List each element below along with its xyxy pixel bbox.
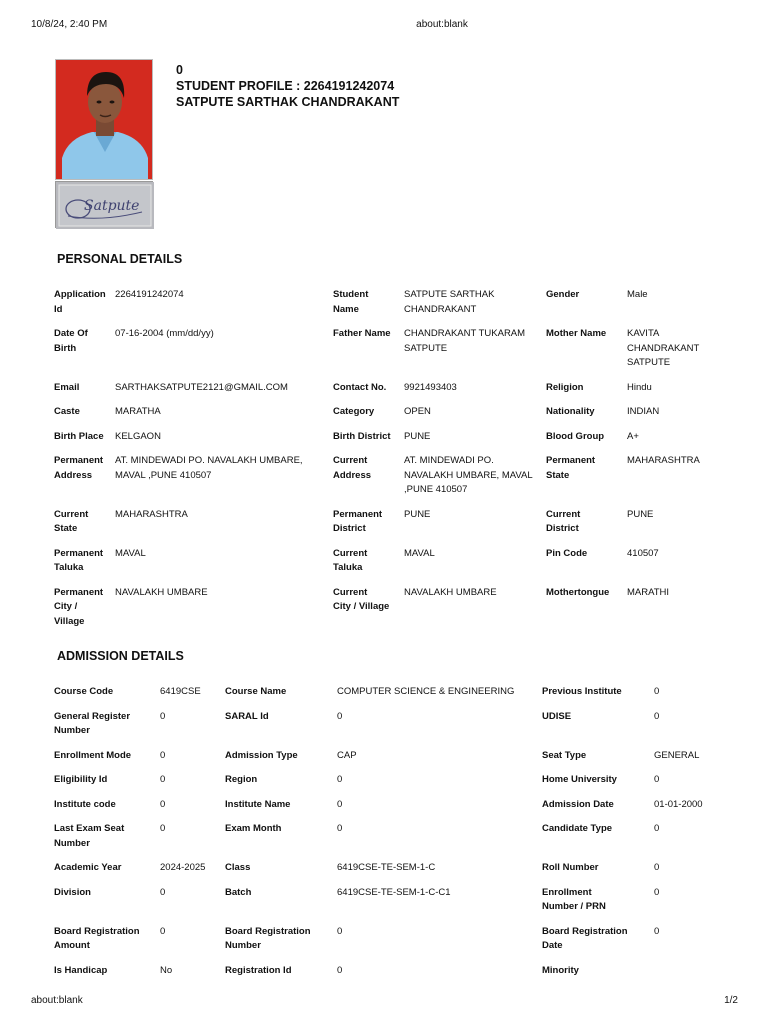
field-label	[333, 547, 404, 576]
admission-details-grid	[48, 685, 728, 978]
field-label	[225, 710, 337, 739]
field-label-line: District	[333, 523, 366, 534]
profile-student-name: SATPUTE SARTHAK CHANDRAKANT	[176, 95, 400, 109]
field-label	[225, 964, 337, 979]
field-label	[48, 886, 160, 915]
field-value	[654, 964, 728, 979]
field-label-line: Date Of	[54, 328, 88, 339]
field-label	[333, 327, 404, 371]
admission-details-title: ADMISSION DETAILS	[57, 649, 184, 663]
field-label	[48, 508, 115, 537]
field-label-line: Academic Year	[54, 862, 122, 873]
field-value: 6419CSE-TE-SEM-1-C	[337, 862, 436, 873]
field-value: Hindu	[627, 381, 652, 393]
profile-number: 0	[176, 63, 183, 77]
field-value: 0	[337, 710, 343, 722]
field-label-line: Student	[333, 289, 369, 300]
field-value: MAVAL	[404, 547, 435, 559]
field-label-line: Current	[54, 508, 89, 520]
field-label-line: Number	[54, 725, 90, 736]
field-label-line: Address	[54, 469, 93, 481]
field-label	[225, 685, 337, 700]
field-label-line: Enrollment Mode	[54, 749, 132, 761]
field-label	[48, 964, 160, 979]
admission-row	[48, 964, 728, 979]
field-label	[546, 327, 627, 371]
field-value: PUNE	[404, 508, 431, 520]
field-label-line: Seat Type	[542, 749, 587, 761]
field-label	[542, 886, 654, 915]
personal-row	[48, 508, 728, 537]
admission-row	[48, 886, 728, 915]
field-label-line: Application	[54, 289, 106, 300]
field-value: 0	[337, 798, 343, 810]
field-label	[333, 381, 404, 396]
field-label-line: Number / PRN	[542, 901, 606, 912]
admission-row	[48, 773, 728, 788]
field-value: 0	[654, 925, 660, 937]
field-label	[333, 288, 404, 317]
field-label	[48, 822, 160, 851]
field-value: 0	[160, 925, 166, 937]
field-label-line: Last Exam Seat	[54, 823, 125, 834]
field-label	[542, 685, 654, 700]
field-label-line: Current	[546, 508, 581, 520]
field-label-line: Number	[54, 837, 90, 849]
field-value: Male	[627, 289, 648, 300]
field-label-line: Taluka	[333, 562, 363, 573]
field-value: 0	[160, 774, 166, 785]
profile-id-line: STUDENT PROFILE : 2264191242074	[176, 79, 395, 93]
field-label-line: Division	[54, 886, 91, 898]
field-label-line: Minority	[542, 964, 579, 976]
field-value: GENERAL	[654, 749, 700, 761]
admission-row	[48, 861, 728, 876]
field-label-line: Class	[225, 862, 251, 873]
field-value: 0	[654, 886, 660, 898]
field-label-line: Enrollment	[542, 886, 592, 898]
print-datetime: 10/8/24, 2:40 PM	[31, 19, 108, 30]
field-label	[225, 798, 337, 813]
field-label	[542, 749, 654, 764]
field-value: AT. MINDEWADI PO. NAVALAKH UMBARE, MAVAL ,PUNE 410507	[404, 455, 533, 495]
admission-row	[48, 925, 728, 954]
field-value: 0	[654, 710, 660, 722]
admission-row	[48, 749, 728, 764]
field-value: 0	[337, 964, 343, 976]
field-value: 6419CSE-TE-SEM-1-C-C1	[337, 886, 451, 898]
field-label-line: General Register	[54, 710, 131, 722]
student-signature	[55, 181, 153, 228]
field-value: 0	[160, 710, 166, 722]
field-label	[333, 454, 404, 498]
field-label-line: Nationality	[546, 406, 595, 417]
field-label-line: Eligibility Id	[54, 774, 108, 785]
field-label-line: Taluka	[54, 562, 84, 573]
field-value: CHANDRAKANT TUKARAM SATPUTE	[404, 328, 526, 354]
field-label-line: Permanent	[333, 508, 383, 520]
field-value: MARATHA	[115, 406, 161, 417]
field-label-line: Board Registration	[542, 925, 628, 937]
field-label	[48, 547, 115, 576]
personal-row	[48, 381, 728, 396]
field-label-line: Institute Name	[225, 798, 291, 810]
field-label	[48, 773, 160, 788]
field-label	[48, 710, 160, 739]
field-label	[48, 288, 115, 317]
field-value: 2264191242074	[115, 289, 184, 300]
field-label-line: Exam Month	[225, 823, 282, 834]
field-label-line: Number	[225, 940, 261, 951]
field-label	[542, 798, 654, 813]
field-label-line: District	[546, 523, 579, 534]
field-value: No	[160, 964, 173, 976]
field-label	[333, 586, 404, 630]
field-label	[48, 798, 160, 813]
field-label-line: Permanent	[546, 455, 596, 466]
field-value: 2024-2025	[160, 862, 206, 873]
field-label-line: Current	[333, 455, 368, 466]
personal-details-grid	[48, 288, 728, 629]
field-label-line: State	[546, 469, 570, 481]
field-label-line: Registration Id	[225, 964, 292, 976]
field-value: A+	[627, 430, 639, 442]
field-label	[48, 925, 160, 954]
admission-row	[48, 685, 728, 700]
field-label-line: City /	[54, 601, 78, 612]
print-footer-url: about:blank	[31, 995, 83, 1006]
field-value: PUNE	[627, 508, 654, 520]
field-label-line: Candidate Type	[542, 823, 613, 834]
field-label	[546, 288, 627, 317]
field-value: 0	[654, 823, 660, 834]
svg-text:Satpute: Satpute	[84, 198, 140, 214]
field-label-line: Birth Place	[54, 430, 104, 442]
field-value: KAVITA CHANDRAKANT SATPUTE	[627, 328, 700, 368]
field-label	[48, 861, 160, 876]
field-label	[48, 586, 115, 630]
field-label-line: Caste	[54, 406, 80, 417]
field-value: 07-16-2004 (mm/dd/yy)	[115, 328, 214, 339]
field-label	[48, 749, 160, 764]
field-value: 410507	[627, 547, 659, 559]
field-value: OPEN	[404, 406, 431, 417]
field-label-line: Permanent	[54, 547, 104, 559]
field-value: 01-01-2000	[654, 798, 703, 810]
field-label	[542, 822, 654, 851]
field-label-line: Permanent	[54, 455, 104, 466]
field-label	[333, 430, 404, 445]
field-label-line: Course Name	[225, 686, 287, 697]
field-label	[546, 430, 627, 445]
field-value: INDIAN	[627, 406, 660, 417]
field-label	[542, 925, 654, 954]
field-label-line: Region	[225, 774, 258, 785]
field-value: MAVAL	[115, 547, 146, 559]
field-label-line: Home University	[542, 774, 617, 785]
field-label-line: Admission Type	[225, 749, 298, 761]
field-label-line: Admission Date	[542, 798, 614, 810]
student-photo	[55, 59, 153, 180]
field-value: AT. MINDEWADI PO. NAVALAKH UMBARE, MAVAL ,PUNE 410507	[115, 455, 303, 481]
profile-heading	[176, 62, 399, 110]
field-value: NAVALAKH UMBARE	[115, 586, 208, 598]
field-label	[48, 454, 115, 498]
field-label	[225, 749, 337, 764]
field-value: 0	[337, 774, 343, 785]
field-label-line: Religion	[546, 381, 584, 393]
personal-row	[48, 405, 728, 420]
admission-row	[48, 798, 728, 813]
field-value: MAHARASHTRA	[627, 455, 700, 466]
field-label	[225, 886, 337, 915]
field-value: 0	[654, 686, 660, 697]
field-value: MARATHI	[627, 586, 670, 598]
field-label	[48, 430, 115, 445]
field-value: PUNE	[404, 430, 431, 442]
field-value: 0	[160, 798, 166, 810]
field-label-line: Is Handicap	[54, 964, 108, 976]
field-label-line: Amount	[54, 940, 90, 951]
admission-row	[48, 822, 728, 851]
field-value: NAVALAKH UMBARE	[404, 586, 497, 598]
field-label-line: City / Village	[333, 601, 390, 612]
field-label-line: Current	[333, 547, 368, 559]
field-label-line: Name	[333, 303, 359, 315]
field-label-line: Blood Group	[546, 430, 605, 442]
field-label-line: Father Name	[333, 328, 391, 339]
personal-row	[48, 430, 728, 445]
field-label	[546, 381, 627, 396]
field-label-line: Board Registration	[225, 925, 311, 937]
field-label	[225, 925, 337, 954]
field-label	[48, 327, 115, 371]
field-label	[48, 381, 115, 396]
field-value: 0	[337, 925, 343, 937]
field-value: 0	[654, 862, 660, 873]
field-label	[48, 405, 115, 420]
personal-row	[48, 586, 728, 630]
field-label-line: Board Registration	[54, 925, 140, 937]
field-label-line: Roll Number	[542, 862, 599, 873]
field-value: KELGAON	[115, 430, 161, 442]
field-label-line: Current	[333, 586, 368, 598]
field-label	[542, 773, 654, 788]
personal-row	[48, 547, 728, 576]
field-value: 6419CSE	[160, 686, 201, 697]
field-value: COMPUTER SCIENCE & ENGINEERING	[337, 686, 515, 697]
field-label-line: Previous Institute	[542, 686, 622, 697]
field-label	[546, 547, 627, 576]
field-label-line: Contact No.	[333, 381, 387, 393]
field-label-line: UDISE	[542, 710, 572, 722]
field-value: 0	[337, 823, 343, 834]
field-label	[542, 964, 654, 979]
print-page-number: 1/2	[724, 995, 738, 1006]
field-value: 0	[654, 774, 660, 785]
field-label-line: Permanent	[54, 586, 104, 598]
field-value: CAP	[337, 749, 357, 761]
personal-row	[48, 327, 728, 371]
field-label	[333, 508, 404, 537]
field-label-line: Village	[54, 615, 85, 627]
field-label-line: Date	[542, 940, 563, 951]
field-label	[542, 861, 654, 876]
field-label-line: Mother Name	[546, 328, 607, 339]
print-header	[0, 19, 768, 33]
field-label	[542, 710, 654, 739]
field-label	[48, 685, 160, 700]
field-value: 0	[160, 886, 166, 898]
field-label-line: Address	[333, 469, 372, 481]
field-label	[225, 822, 337, 851]
field-label	[225, 861, 337, 876]
admission-row	[48, 710, 728, 739]
field-label	[333, 405, 404, 420]
field-label-line: Course Code	[54, 686, 114, 697]
field-label-line: Birth District	[333, 430, 391, 442]
field-label	[225, 773, 337, 788]
personal-row	[48, 288, 728, 317]
field-label-line: Gender	[546, 289, 580, 300]
personal-row	[48, 454, 728, 498]
field-label-line: Mothertongue	[546, 586, 610, 598]
field-value: 0	[160, 823, 166, 834]
field-value: SARTHAKSATPUTE2121@GMAIL.COM	[115, 381, 288, 393]
field-value: SATPUTE SARTHAK CHANDRAKANT	[404, 289, 495, 315]
field-label-line: Pin Code	[546, 547, 588, 559]
field-value: MAHARASHTRA	[115, 508, 188, 520]
field-label	[546, 508, 627, 537]
field-label-line: Id	[54, 303, 63, 315]
field-value: 9921493403	[404, 381, 457, 393]
field-label	[546, 586, 627, 630]
field-label-line: Birth	[54, 342, 77, 354]
field-label-line: Email	[54, 381, 80, 393]
field-label-line: Category	[333, 406, 375, 417]
field-label-line: Institute code	[54, 798, 116, 810]
field-value: 0	[160, 749, 166, 761]
field-label-line: Batch	[225, 886, 252, 898]
field-label-line: State	[54, 523, 78, 534]
field-label-line: SARAL Id	[225, 710, 269, 722]
personal-details-title: PERSONAL DETAILS	[57, 252, 183, 266]
print-page-title: about:blank	[416, 19, 468, 30]
field-label	[546, 454, 627, 498]
field-label	[546, 405, 627, 420]
